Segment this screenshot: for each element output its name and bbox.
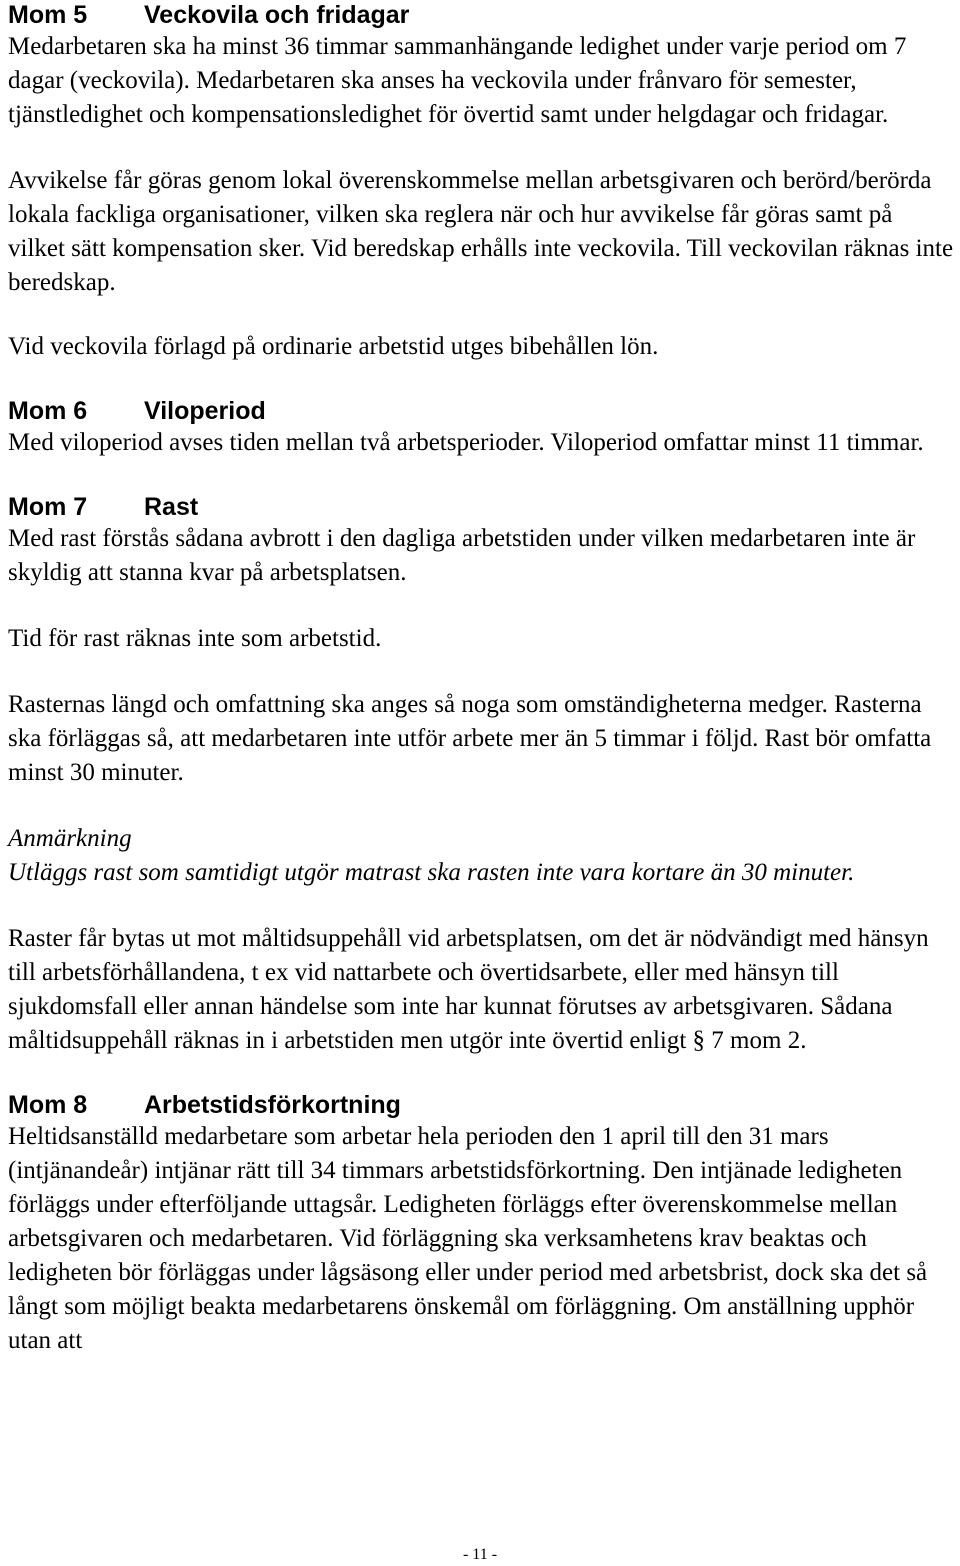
paragraph: Heltidsanställd medarbetare som arbetar hela perioden den 1 april till den 31 mars (intjänandeår) intjänar rätt till 34 timmars arbetstidsförkortning. Den intjänade ledigheten förläggs under efterföljande uttagsår. Ledigheten förläggs efter överenskommelse mellan arbetsgivaren och medarbetaren. Vid förläggning ska verksamhetens krav beaktas och ledigheten bör förläggas under lågsäsong eller under period med arbetsbrist, dock ska det så långt som möjligt beakta medarbetarens önskemål om förläggning. Om anställning upphör utan att [8,1123,928,1354]
paragraph: Med rast förstås sådana avbrott i den dagliga arbetstiden under vilken medarbetaren inte är skyldig att stanna kvar på arbetsplatsen. [8,525,916,586]
section-heading-mom6 [8,396,954,426]
section-number: Mom 7 [8,493,88,521]
section-title: Veckovila och fridagar [144,1,410,29]
section-title: Rast [144,493,199,521]
paragraph: Tid för rast räknas inte som arbetstid. [8,625,382,652]
page-number: - 11 - [462,1546,498,1563]
paragraph: Vid veckovila förlagd på ordinarie arbetstid utges bibehållen lön. [8,333,659,360]
paragraph: Avvikelse får göras genom lokal överenskommelse mellan arbetsgivaren och berörd/berörda lokala fackliga organisationer, vilken ska reglera när och hur avvikelse får göras samt på vilket sätt kompensation sker. Vid beredskap erhålls inte veckovila. Till veckovilan räknas inte beredskap. [8,167,954,296]
section-title: Viloperiod [144,397,266,425]
note-title: Anmärkning [8,825,132,852]
paragraph: Medarbetaren ska ha minst 36 timmar sammanhängande ledighet under varje period om 7 dagar (veckovila). Medarbetaren ska anses ha veckovila under frånvaro för semester, tjänstledighet och kompensationsledighet för övertid samt under helgdagar och fridagar. [8,33,907,128]
section-number: Mom 8 [8,1091,88,1119]
document-page [8,0,954,1358]
section-title: Arbetstidsförkortning [144,1091,401,1119]
paragraph: Rasternas längd och omfattning ska anges så noga som omständigheterna medger. Rasterna ska förläggas så, att medarbetaren inte utför arbete mer än 5 timmar i följd. Rast bör omfatta minst 30 minuter. [8,691,932,786]
section-heading-mom7 [8,492,954,522]
note-body: Utläggs rast som samtidigt utgör matrast ska rasten inte vara kortare än 30 minuter. [8,859,855,886]
section-heading-mom8 [8,1090,954,1120]
section-number: Mom 6 [8,397,88,425]
section-number: Mom 5 [8,1,88,29]
paragraph: Med viloperiod avses tiden mellan två arbetsperioder. Viloperiod omfattar minst 11 timmar. [8,429,924,456]
paragraph: Raster får bytas ut mot måltidsuppehåll vid arbetsplatsen, om det är nödvändigt med hänsyn till arbetsförhållandena, t ex vid nattarbete och övertidsarbete, eller med hänsyn till sjukdomsfall eller annan händelse som inte har kunnat förutses av arbetsgivaren. Sådana måltidsuppehåll räknas in i arbetstiden men utgör inte övertid enligt § 7 mom 2. [8,925,929,1054]
section-heading-mom5 [8,0,954,30]
